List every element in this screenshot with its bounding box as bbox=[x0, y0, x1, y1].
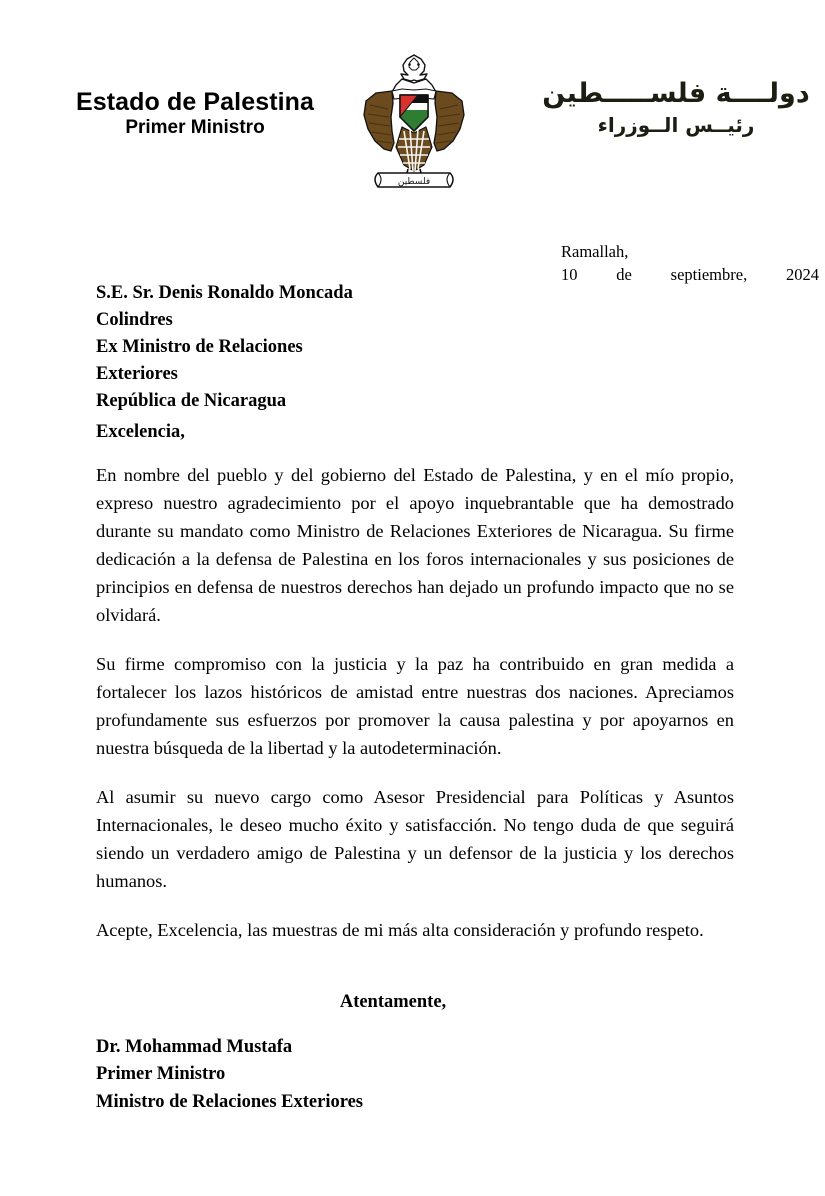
signatory-title-secondary: Ministro de Relaciones Exteriores bbox=[96, 1091, 364, 1112]
addressee-block bbox=[96, 280, 516, 415]
date-full: 10 de septiembre, 2024 bbox=[561, 265, 819, 285]
addressee-line: Ex Ministro de Relaciones bbox=[96, 337, 303, 357]
letterhead-spanish-block bbox=[50, 88, 340, 139]
body-paragraph: Al asumir su nuevo cargo como Asesor Presidencial para Políticas y Asuntos Internacionales, le deseo mucho éxito y satisfacción. No tengo duda de que seguirá siendo un verdadero amigo de Palestina y un defensor de la justicia y los derechos humanos. bbox=[96, 786, 734, 891]
body-paragraph: Acepte, Excelencia, las muestras de mi más alta consideración y profundo respeto. bbox=[96, 919, 704, 940]
letterhead-arabic-subtitle: رئيــس الــوزراء bbox=[597, 113, 755, 138]
date-block bbox=[561, 240, 819, 287]
letterhead bbox=[0, 0, 825, 205]
letterhead-arabic-title: دولــــة فلســـــطين bbox=[542, 78, 810, 109]
date-city: Ramallah, bbox=[561, 242, 629, 261]
addressee-line: Colindres bbox=[96, 310, 173, 330]
letterhead-arabic-block bbox=[540, 78, 812, 138]
svg-text:فلسطين: فلسطين bbox=[397, 177, 431, 187]
letterhead-spanish-subtitle: Primer Ministro bbox=[125, 117, 265, 138]
letterhead-spanish-title: Estado de Palestina bbox=[75, 88, 315, 116]
body-paragraph: Su firme compromiso con la justicia y la paz ha contribuido en gran medida a fortalecer los lazos históricos de amistad entre nuestras dos naciones. Apreciamos profundamente sus esfuerzos por promover la causa palestina y por apoyarnos en nuestra búsqueda de la libertad y la autodeterminación. bbox=[96, 653, 734, 758]
eagle-of-saladin-emblem bbox=[358, 47, 470, 195]
body-paragraph: En nombre del pueblo y del gobierno del Estado de Palestina, y en el mío propio, expreso nuestro agradecimiento por el apoyo inquebrantable que ha demostrado durante su mandato como Ministro de Relaciones Exteriores de Nicaragua. Su firme dedicación a la defensa de Palestina en los foros internacionales y sus posiciones de principios en defensa de nuestros derechos han dejado un profundo impacto que no se olvidará. bbox=[96, 465, 734, 625]
addressee-line: Exteriores bbox=[96, 364, 178, 384]
salutation: Excelencia, bbox=[96, 422, 185, 442]
signatory-name: Dr. Mohammad Mustafa bbox=[96, 1037, 293, 1057]
closing-text: Atentamente, bbox=[339, 992, 447, 1012]
signature-block bbox=[96, 1034, 566, 1116]
addressee-line: S.E. Sr. Denis Ronaldo Moncada bbox=[96, 283, 353, 303]
closing-line bbox=[96, 992, 734, 1013]
addressee-line: República de Nicaragua bbox=[96, 391, 287, 411]
signatory-title-primary: Primer Ministro bbox=[96, 1064, 226, 1085]
letter-body bbox=[96, 462, 734, 945]
